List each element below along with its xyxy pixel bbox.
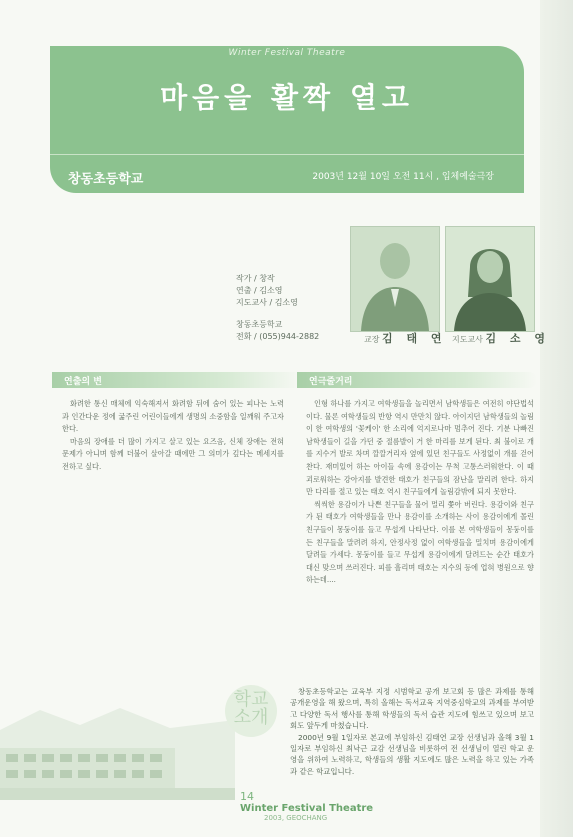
person-silhouette-icon [446,227,534,331]
credit-director: 연출 / 김소영 [236,286,283,295]
credit-phone: 전화 / (055)944-2882 [236,332,320,341]
intent-heading-bar [52,372,302,388]
credit-teacher: 지도교사 / 김소영 [236,298,298,307]
intent-paragraph: 화려한 통신 매체에 익숙해져서 화려함 뒤에 숨어 있는 피나는 노력과 인간다운 정에 굶주린 어린이들에게 생명의 소중함을 일깨워 주고자 한다. [62,399,284,434]
intent-text [62,398,284,474]
principal-caption [364,330,447,346]
synopsis-heading-bar [297,372,537,388]
school-intro-paragraph: 2000년 9월 1일자로 본교에 부임하신 김태연 교장 선생님과 올해 3월 1일자로 부임하신 최낙근 교감 선생님을 비롯하여 전 선생님이 열린 학교 운영을 위하여 노력하고, 학생들의 생활 지도에도 많은 노력을 하고 있는 가족과 같은 학교입니다. [290,732,534,776]
person-silhouette-icon [351,227,439,331]
synopsis-paragraph: 씩씩한 용감이가 나쁜 친구들을 물어 멀리 쫓아 버린다. 용감이와 친구가 된 태호가 여학생들을 만나 용감이를 소개하는 사이 용감이에게 몰린 친구들이 몽둥이를 들고 무섭게 나타난다. 이를 본 여학생들이 몽둥이를 든 친구들을 말려려 하지, 안정사정 없이 여학생들을 밀치며 용감이에게 달려들 가세다. 몽둥이를 들고 무섭게 용감이에게 달려드는 순간 태호가 대신 맞으며 쓰러진다. 피를 흘리며 태호는 지수의 등에 업혀 병원으로 향하는데.... [306,499,534,585]
credits-block [236,273,319,343]
header-divider [50,154,524,155]
teacher-caption [452,330,550,346]
principal-photo [350,226,440,332]
school-intro-badge: 학교소개 [225,685,277,737]
credit-school: 창동초등학교 [236,320,283,329]
intent-paragraph: 마음의 장애를 더 많이 가지고 살고 있는 요즈음, 신체 장애는 전혀 문제가 아니며 함께 더불어 살아갈 때에만 그 의미가 깊다는 메세지를 전하고 싶다. [62,436,284,471]
page-number: 14 [240,790,254,803]
school-intro-text [290,686,534,777]
credit-writer: 작가 / 창작 [236,274,275,283]
date-venue: 2003년 12월 10일 오전 11시 , 입체예술극장 [312,172,494,182]
footer [240,790,373,822]
page-edge [540,0,573,837]
teacher-name: 김 소 영 [485,332,551,345]
intent-heading: 연출의 변 [64,377,102,387]
principal-role: 교장 [364,335,380,344]
footer-title: Winter Festival Theatre [240,803,374,814]
synopsis-paragraph: 인형 하나를 가지고 여학생들을 놀리면서 남학생들은 여전히 야단법석이다. 물론 여학생들의 반항 역시 만만치 않다. 아이지던 남학생들의 놀림이 한 여학생의 '꽃케이' 한 소리에 억지로나마 멈추어 진다. 기분 나빠진 남학생들이 길을 가던 중 절름발이 거 한 마리를 보게 된다. 최 불이로 개를 지수거 발로 차며 깔깔거리자 옆에 있던 친구들도 사정없이 개를 걷어찬다. 재미있어 하는 아이들 속에 용감이는 무척 고통스러워한다. 이 때 괴로워하는 강아지를 발견한 태호가 친구들의 잠난을 말리려 한다. 하지만 다리를 절고 있는 태호 역시 친구들에게 놀림감밖에 되지 못한다. [306,399,534,497]
school-building-icon [0,690,235,800]
play-title: 마음을 활짝 열고 [160,81,414,114]
festival-banner: Winter Festival Theatre [228,48,346,58]
footer-subtitle: 2003, GEOCHANG [264,814,328,822]
school-name: 창동초등학교 [68,172,144,187]
synopsis-heading: 연극줄거리 [309,377,353,387]
school-intro-paragraph: 창동초등학교는 교육부 지정 시범학교 공개 보고회 등 많은 과제를 통해 공개운영을 해 왔으며, 특히 올해는 독서교육 지역중심학교의 과제를 부여받고 다양한 독서 행사를 통해 학생들의 독서 습관 지도에 힘쓰고 있으며 보고회도 앞두게 마쳤습니다. [290,687,534,731]
synopsis-text [306,398,534,587]
principal-name: 김 태 연 [382,332,447,345]
header-panel [50,46,524,193]
teacher-role: 지도교사 [452,335,483,344]
teacher-photo [445,226,535,332]
